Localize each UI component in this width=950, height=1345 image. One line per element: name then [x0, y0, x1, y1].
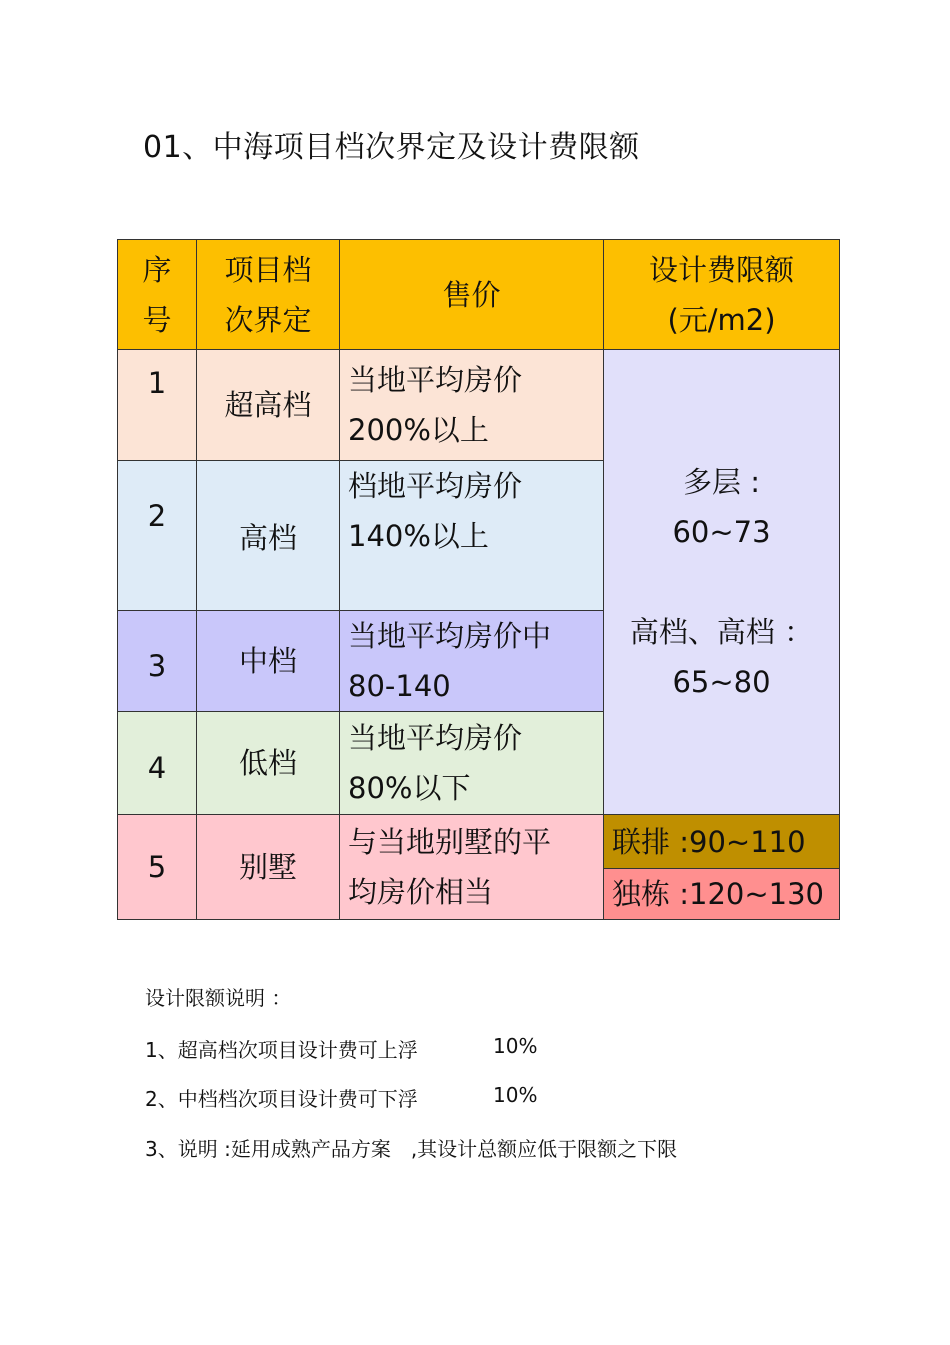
note-item-1: 1、超高档次项目设计费可上浮	[145, 1038, 418, 1062]
header-price: 售价	[340, 240, 604, 350]
page-title: 01、中海项目档次界定及设计费限额	[143, 130, 640, 165]
fee-multi-label: 多层 :	[683, 465, 760, 499]
header-grade-line1: 项目档	[224, 252, 312, 287]
header-grade-line2: 次界定	[224, 302, 312, 337]
row-grade: 高档	[197, 461, 340, 611]
row-grade: 低档	[197, 712, 340, 815]
header-fee-line1: 设计费限额	[648, 252, 794, 287]
fee-high-value: 65~80	[672, 665, 771, 699]
row-price-line2: 200%以上	[348, 413, 489, 447]
table-row	[118, 815, 840, 869]
row-grade: 超高档	[197, 350, 340, 461]
header-grade	[197, 240, 340, 350]
row-index: 4	[118, 712, 197, 815]
row-price-line1: 当地平均房价中	[348, 619, 552, 653]
note-item-1-percent: 10%	[493, 1034, 538, 1058]
row-price-line1: 与当地别墅的平	[348, 825, 552, 859]
fee-spacer	[604, 557, 839, 607]
header-index-line1: 序	[142, 252, 172, 287]
row-price	[340, 461, 604, 611]
note-item-2-percent: 10%	[493, 1083, 538, 1107]
row-index: 5	[118, 815, 197, 920]
row-index: 1	[118, 350, 197, 461]
fee-multi-value: 60~73	[672, 515, 771, 549]
header-fee	[604, 240, 840, 350]
row-price-line1: 当地平均房价	[348, 721, 523, 755]
row-price-line1: 当地平均房价	[348, 363, 523, 397]
row-price-line1: 档地平均房价	[348, 469, 523, 503]
fee-multi-cell	[604, 350, 840, 815]
row-price-line2: 140%以上	[348, 519, 489, 553]
row-price	[340, 712, 604, 815]
row-price	[340, 611, 604, 712]
header-index	[118, 240, 197, 350]
header-index-line2: 号	[142, 302, 172, 337]
row-index: 2	[118, 461, 197, 611]
notes-heading: 设计限额说明 ：	[145, 986, 292, 1010]
grade-fee-table	[117, 239, 840, 920]
header-fee-line2: (元/m2)	[667, 302, 776, 337]
row-price-line2: 均房价相当	[348, 875, 494, 909]
row-price	[340, 350, 604, 461]
note-item-2: 2、中档档次项目设计费可下浮	[145, 1087, 418, 1111]
fee-townhouse: 联排 :90~110	[604, 815, 840, 869]
row-price-line2: 80-140	[348, 669, 451, 703]
row-price	[340, 815, 604, 920]
table-header-row	[118, 240, 840, 350]
fee-detached: 独栋 :120~130	[604, 869, 840, 920]
note-item-3: 3、说明 :延用成熟产品方案 ,其设计总额应低于限额之下限	[145, 1137, 678, 1161]
table-row	[118, 350, 840, 461]
row-price-line2: 80%以下	[348, 771, 471, 805]
row-grade: 别墅	[197, 815, 340, 920]
row-index: 3	[118, 611, 197, 712]
row-grade: 中档	[197, 611, 340, 712]
fee-high-label: 高档、高档 ：	[629, 615, 814, 649]
